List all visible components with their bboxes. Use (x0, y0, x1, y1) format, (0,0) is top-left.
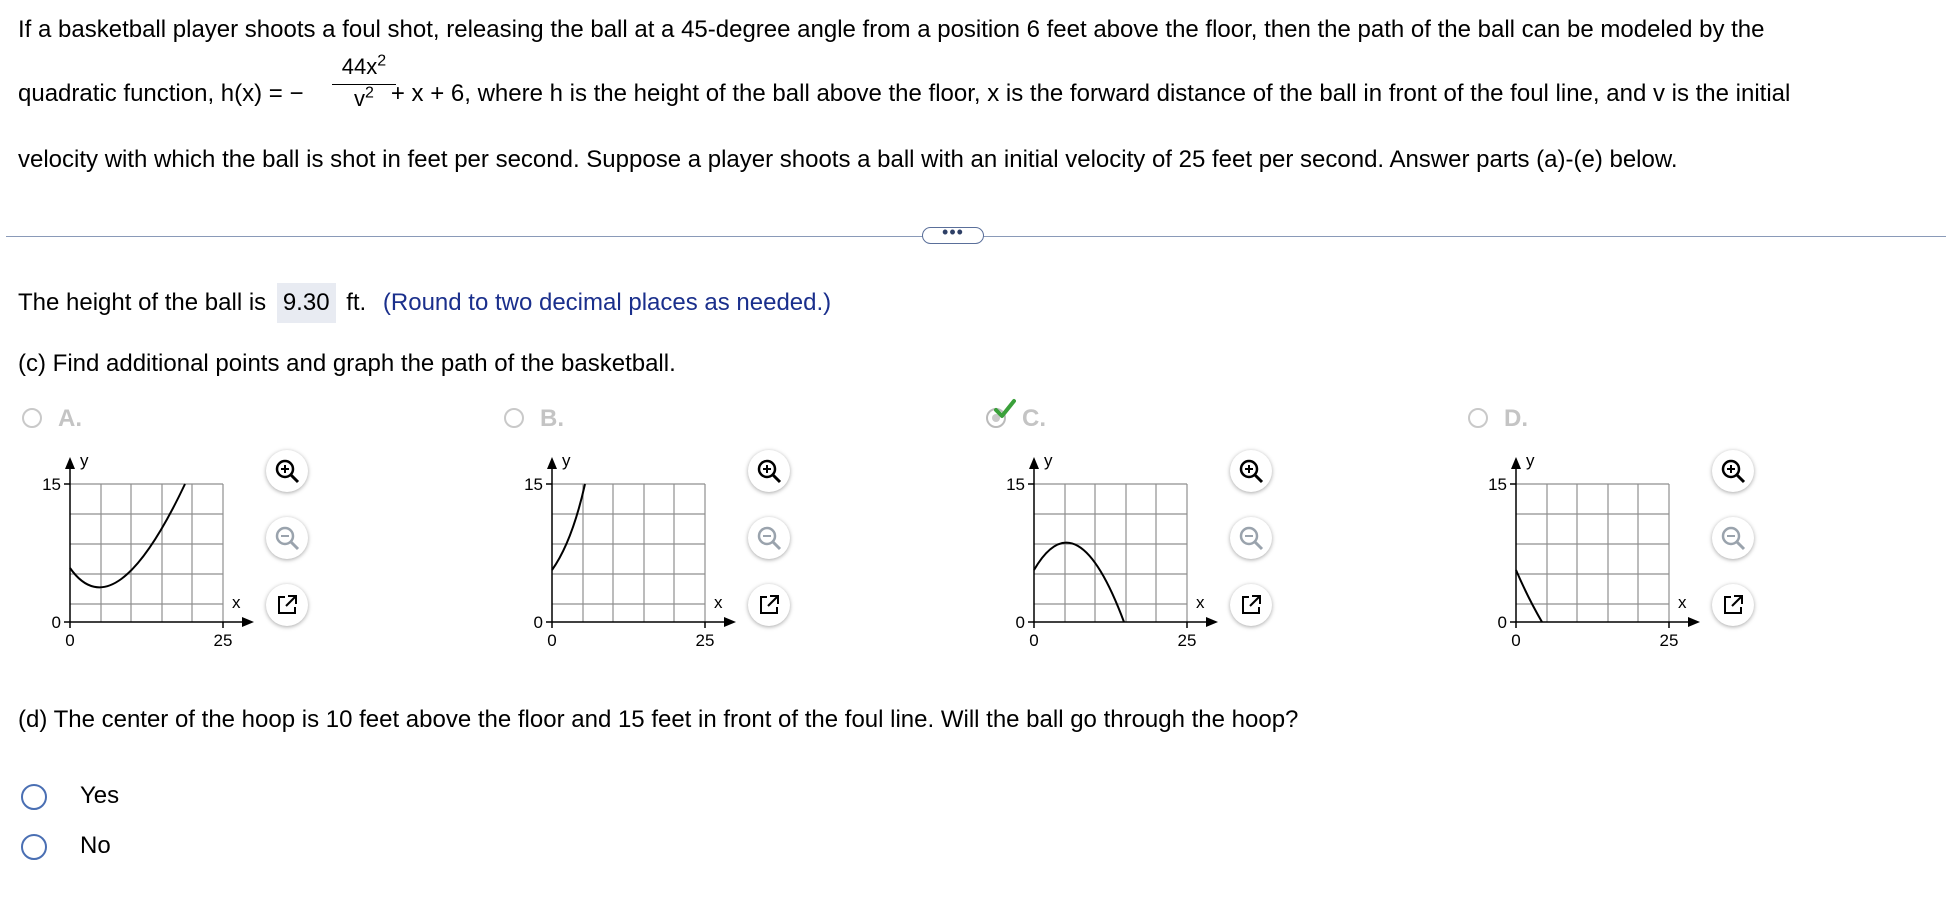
x-axis-label: x (232, 593, 241, 612)
graph-option-d (1476, 452, 1706, 662)
y-tick-label-top: 15 (42, 475, 61, 494)
option-a-label: A. (58, 405, 82, 432)
graph-grid (552, 484, 705, 622)
zoom-out-button[interactable] (1230, 517, 1272, 559)
fraction (332, 54, 396, 113)
option-b-radio[interactable] (504, 408, 524, 428)
y-axis-label: y (1526, 452, 1535, 470)
x-tick-label-right: 25 (1177, 631, 1197, 650)
x-tick-label-right: 25 (695, 631, 715, 650)
x-axis-label: x (1196, 593, 1205, 612)
stem-line-3: velocity with which the ball is shot in feet per second. Suppose a player shoots a ball with an initial velocity of 25 feet per second. Answer parts (a)-(e) below. (18, 146, 1678, 173)
rounding-hint: (Round to two decimal places as needed.) (382, 289, 832, 316)
height-answer-line (18, 283, 831, 323)
correct-check-icon (994, 398, 1016, 420)
x-tick-label-right: 25 (213, 631, 233, 650)
y-axis-arrow (65, 457, 75, 469)
numerator-exponent: 2 (377, 52, 387, 70)
height-answer-unit: ft. (346, 289, 367, 316)
graph-option-b (512, 452, 742, 662)
open-external-icon (1721, 593, 1745, 617)
x-tick-label-left: 0 (65, 631, 75, 650)
part-c-prompt: (c) Find additional points and graph the path of the basketball. (18, 350, 676, 377)
zoom-out-button[interactable] (748, 517, 790, 559)
choice-no-radio[interactable] (21, 834, 47, 860)
choice-yes-radio[interactable] (21, 784, 47, 810)
x-axis-label: x (714, 593, 723, 612)
x-tick-label-left: 0 (547, 631, 557, 650)
x-tick-label-left: 0 (1511, 631, 1521, 650)
zoom-out-icon (1238, 525, 1264, 551)
x-axis-arrow (1688, 617, 1700, 627)
y-axis-label: y (1044, 452, 1053, 470)
zoom-in-button[interactable] (1230, 450, 1272, 492)
choice-no-label: No (80, 832, 111, 859)
graph-option-c (994, 452, 1224, 662)
zoom-in-icon (756, 458, 782, 484)
y-tick-label-top: 15 (524, 475, 543, 494)
x-axis-label: x (1678, 593, 1687, 612)
height-answer-prefix: The height of the ball is (18, 289, 267, 316)
zoom-out-icon (1720, 525, 1746, 551)
open-external-icon (757, 593, 781, 617)
open-external-icon (1239, 593, 1263, 617)
y-tick-label-bottom: 0 (51, 613, 61, 632)
stem-line-1: If a basketball player shoots a foul shot, releasing the ball at a 45-degree angle from a position 6 feet above the floor, then the path of the ball can be modeled by the (18, 16, 1765, 43)
zoom-in-button[interactable] (1712, 450, 1754, 492)
choice-yes-label: Yes (80, 782, 120, 809)
y-axis-label: y (562, 452, 571, 470)
zoom-out-icon (756, 525, 782, 551)
expand-more-button[interactable]: ••• (922, 227, 984, 244)
x-tick-label-right: 25 (1659, 631, 1679, 650)
option-d-radio[interactable] (1468, 408, 1488, 428)
y-tick-label-top: 15 (1488, 475, 1507, 494)
y-axis-arrow (1511, 457, 1521, 469)
denominator-exponent: 2 (365, 84, 374, 102)
curve (1034, 543, 1124, 622)
option-d-label: D. (1504, 405, 1528, 432)
x-tick-label-left: 0 (1029, 631, 1039, 650)
y-tick-label-bottom: 0 (1015, 613, 1025, 632)
x-axis-arrow (724, 617, 736, 627)
zoom-out-button[interactable] (266, 517, 308, 559)
open-graph-button[interactable] (266, 584, 308, 626)
open-graph-button[interactable] (1712, 584, 1754, 626)
zoom-in-button[interactable] (748, 450, 790, 492)
graph-grid (1034, 484, 1187, 622)
y-tick-label-bottom: 0 (1497, 613, 1507, 632)
fraction-numerator: 44x (341, 54, 378, 79)
part-d-prompt: (d) The center of the hoop is 10 feet above the floor and 15 feet in front of the foul line. Will the ball go through the hoop? (18, 706, 1299, 733)
zoom-in-icon (1238, 458, 1264, 484)
open-graph-button[interactable] (748, 584, 790, 626)
zoom-out-icon (274, 525, 300, 551)
y-axis-arrow (1029, 457, 1039, 469)
stem-line-2 (18, 78, 1790, 110)
y-tick-label-top: 15 (1006, 475, 1025, 494)
x-axis-arrow (1206, 617, 1218, 627)
zoom-in-button[interactable] (266, 450, 308, 492)
y-tick-label-bottom: 0 (533, 613, 543, 632)
open-graph-button[interactable] (1230, 584, 1272, 626)
stem-line-2-suffix: + x + 6, where h is the height of the ball above the floor, x is the forward distance of the ball in front of the foul line, and v is the initial (390, 80, 1791, 107)
zoom-in-icon (274, 458, 300, 484)
x-axis-arrow (242, 617, 254, 627)
option-c-label: C. (1022, 405, 1046, 432)
stem-line-2-prefix: quadratic function, h(x) = − (18, 80, 304, 107)
fraction-denominator: v (354, 86, 366, 111)
graph-option-a (30, 452, 260, 662)
zoom-in-icon (1720, 458, 1746, 484)
option-a-radio[interactable] (22, 408, 42, 428)
height-answer-box[interactable]: 9.30 (277, 283, 336, 323)
curve (70, 484, 185, 587)
curve (552, 484, 585, 570)
zoom-out-button[interactable] (1712, 517, 1754, 559)
open-external-icon (275, 593, 299, 617)
y-axis-label: y (80, 452, 89, 470)
graph-grid (1516, 484, 1669, 622)
option-b-label: B. (540, 405, 564, 432)
curve (1516, 570, 1542, 622)
y-axis-arrow (547, 457, 557, 469)
